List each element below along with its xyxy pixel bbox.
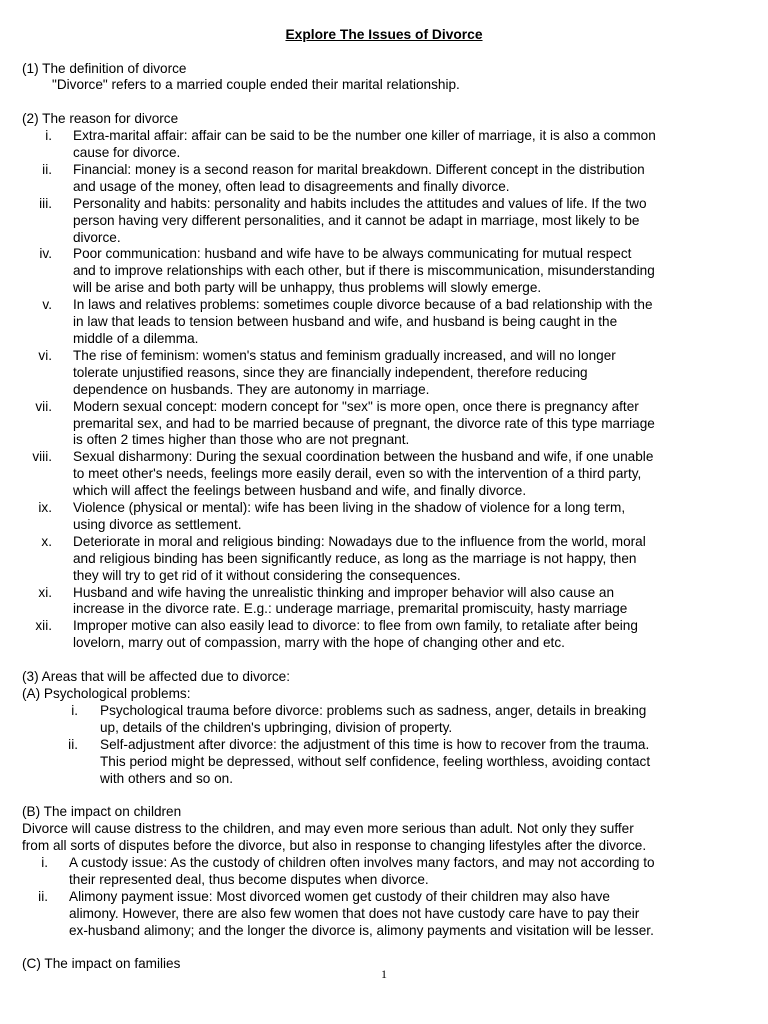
list-item [22, 855, 740, 889]
list-item-number: ii. [38, 888, 48, 904]
list-item-line: In laws and relatives problems: sometimes couple divorce because of a bad relationship with the [73, 297, 653, 313]
list-item-line: Psychological trauma before divorce: problems such as sadness, anger, details in breaking [100, 702, 647, 718]
reasons-list [22, 128, 740, 652]
list-item-line: middle of a dilemma. [73, 330, 199, 346]
list-item-number: i. [45, 128, 52, 144]
list-item-number: ii. [68, 736, 78, 752]
children-impact-list [22, 855, 740, 940]
list-item-line: tolerate unjustified reasons, since they are financially independent, therefore reducing [73, 364, 588, 380]
list-item [22, 449, 740, 500]
list-item-number: xi. [38, 584, 52, 600]
list-item [22, 399, 740, 450]
list-item [22, 618, 740, 652]
list-item-line: with others and so on. [100, 770, 233, 786]
section3-heading: (3) Areas that will be affected due to divorce: [22, 669, 290, 685]
section3a-heading: (A) Psychological problems: [22, 686, 191, 701]
list-item-line: Husband and wife having the unrealistic thinking and improper behavior will also cause an [73, 584, 615, 600]
document-title: Explore The Issues of Divorce [285, 27, 483, 42]
list-item-line: and religious binding has been significantly reduce, as long as the marriage is not happy, then [73, 550, 637, 566]
list-item-line: increase in the divorce rate. E.g.: underage marriage, premarital promiscuity, hasty marriage [73, 601, 628, 617]
list-item-line: Deteriorate in moral and religious binding: Nowadays due to the influence from the world, moral [73, 533, 646, 549]
list-item-line: and to improve relationships with each other, but if there is miscommunication, misunderstanding [73, 263, 655, 279]
list-item-line: to meet other's needs, feelings more easily derail, even so with the intervention of a third party, [73, 466, 642, 482]
section2-heading: (2) The reason for divorce [22, 111, 179, 127]
list-item-number: vii. [35, 398, 52, 414]
section3c-heading: (C) The impact on families [22, 956, 181, 972]
list-item-number: i. [71, 702, 78, 718]
section3b-paragraph-line: Divorce will cause distress to the children, and may even more serious than adult. Not only they suffer [22, 821, 634, 837]
list-item-number: ii. [42, 161, 52, 177]
list-item-line: in law that leads to tension between husband and wife, and husband is being caught in the [73, 314, 618, 330]
list-item [22, 737, 740, 788]
list-item-line: alimony. However, there are also few women that does not have custody care have to pay their [69, 905, 640, 921]
list-item-line: which will affect the feelings between husband and wife, and finally divorce. [73, 483, 527, 499]
list-item-line: Sexual disharmony: During the sexual coordination between the husband and wife, if one unable [73, 449, 654, 465]
list-item-number: iii. [39, 195, 52, 211]
list-item [22, 196, 740, 247]
list-item-line: Personality and habits: personality and habits includes the attitudes and values of life. If the two [73, 195, 647, 211]
list-item [22, 128, 740, 162]
list-item-line: Self-adjustment after divorce: the adjustment of this time is how to recover from the trauma. [100, 736, 650, 752]
list-item-number: v. [42, 297, 52, 313]
list-item-line: and usage of the money, often lead to disagreements and finally divorce. [73, 178, 510, 194]
list-item-line: ex-husband alimony; and the longer the divorce is, alimony payments and visitation will be lesser. [69, 922, 654, 938]
list-item-line: Extra-marital affair: affair can be said to be the number one killer of marriage, it is also a common [73, 128, 656, 144]
list-item [22, 246, 740, 297]
section3b-paragraph-line: from all sorts of disputes before the divorce, but also in response to changing lifestyles after the divorce. [22, 838, 647, 854]
page-number: 1 [381, 967, 387, 981]
list-item-number: vi. [38, 347, 52, 363]
list-item [22, 348, 740, 399]
section1-text: "Divorce" refers to a married couple ended their marital relationship. [52, 77, 460, 93]
psychological-problems-list [22, 703, 740, 788]
list-item-line: Violence (physical or mental): wife has been living in the shadow of violence for a long term, [73, 500, 626, 516]
list-item-line: A custody issue: As the custody of children often involves many factors, and may not according to [69, 855, 655, 871]
list-item-line: Improper motive can also easily lead to divorce: to flee from own family, to retaliate after being [73, 618, 638, 634]
list-item-line: person having very different personalities, and it cannot be adapt in marriage, most likely to be [73, 212, 640, 228]
list-item-line: dependence on husbands. They are autonomy in marriage. [73, 381, 430, 397]
list-item [22, 585, 740, 619]
list-item-line: cause for divorce. [73, 145, 181, 161]
list-item-number: iv. [39, 246, 52, 262]
list-item-number: viii. [32, 449, 52, 465]
list-item-line: The rise of feminism: women's status and feminism gradually increased, and will no longer [73, 347, 616, 363]
list-item [22, 297, 740, 348]
list-item-line: they will try to get rid of it without considering the consequences. [73, 567, 461, 583]
list-item-number: x. [41, 533, 52, 549]
list-item-line: Alimony payment issue: Most divorced women get custody of their children may also have [69, 888, 610, 904]
list-item-line: is often 2 times higher than those who are not pregnant. [73, 432, 410, 448]
list-item-line: their represented deal, thus become disputes when divorce. [69, 871, 429, 887]
list-item [22, 162, 740, 196]
list-item-line: using divorce as settlement. [73, 516, 242, 532]
list-item-line: up, details of the children's upbringing, division of property. [100, 719, 453, 735]
list-item-line: This period might be depressed, without self confidence, feeling worthless, avoiding contact [100, 753, 651, 769]
document-body [22, 61, 740, 974]
list-item-number: xii. [35, 618, 52, 634]
list-item-line: Poor communication: husband and wife have to be always communicating for mutual respect [73, 246, 632, 262]
list-item-number: i. [41, 855, 48, 871]
section1-heading: (1) The definition of divorce [22, 60, 187, 76]
list-item-line: premarital sex, and had to be married because of pregnant, the divorce rate of this type marriage [73, 415, 655, 431]
list-item-line: Modern sexual concept: modern concept for "sex" is more open, once there is pregnancy after [73, 398, 639, 414]
list-item-line: lovelorn, marry out of compassion, marry with the hope of changing other and etc. [73, 635, 565, 651]
list-item-line: Financial: money is a second reason for marital breakdown. Different concept in the distribution [73, 161, 645, 177]
list-item-number: ix. [38, 500, 52, 516]
list-item-line: will be arise and both party will be unhappy, thus problems will slowly emerge. [73, 280, 542, 296]
list-item [22, 703, 740, 737]
list-item [22, 534, 740, 585]
section3b-heading: (B) The impact on children [22, 804, 182, 820]
list-item [22, 889, 740, 940]
list-item-line: divorce. [73, 229, 121, 245]
list-item [22, 500, 740, 534]
